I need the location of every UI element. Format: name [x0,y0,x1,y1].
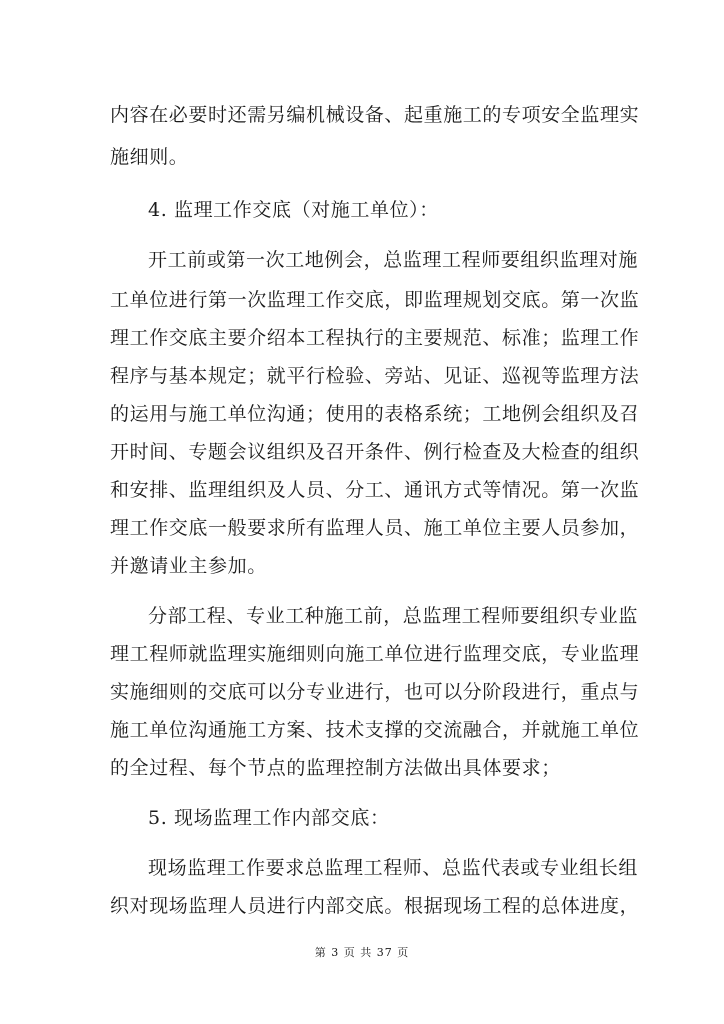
body-line: 的运用与施工单位沟通；使用的表格系统；工地例会组织及召 [110,403,640,425]
body-line: 施细则。 [110,146,189,168]
body-line: 理工作交底一般要求所有监理人员、施工单位主要人员参加， [110,517,640,539]
body-line: 理工作交底主要介绍本工程执行的主要规范、标准；监理工作 [110,327,640,349]
body-line: 理工程师就监理实施细则向施工单位进行监理交底，专业监理 [110,643,640,665]
body-line: 开时间、专题会议组织及召开条件、例行检查及大检查的组织 [110,441,640,463]
section-heading: 5. 现场监理工作内部交底： [148,807,390,829]
body-line: 程序与基本规定；就平行检验、旁站、见证、巡视等监理方法 [110,365,640,387]
body-line: 现场监理工作要求总监理工程师、总监代表或专业组长组 [148,857,639,879]
page-number-footer: 第 3 页 共 37 页 [314,946,410,959]
body-line: 和安排、监理组织及人员、分工、通讯方式等情况。第一次监 [110,479,640,501]
body-line: 内容在必要时还需另编机械设备、起重施工的专项安全监理实 [110,104,640,126]
section-heading: 4. 监理工作交底（对施工单位）： [148,199,439,221]
body-line: 的全过程、每个节点的监理控制方法做出具体要求； [110,757,561,779]
body-line: 工单位进行第一次监理工作交底，即监理规划交底。第一次监 [110,289,640,311]
body-line: 实施细则的交底可以分专业进行，也可以分阶段进行，重点与 [110,681,640,703]
body-line: 并邀请业主参加。 [110,555,267,577]
body-line: 施工单位沟通施工方案、技术支撑的交流融合，并就施工单位 [110,719,640,741]
body-line: 分部工程、专业工种施工前，总监理工程师要组织专业监 [148,605,639,627]
body-line: 开工前或第一次工地例会，总监理工程师要组织监理对施 [148,249,639,271]
body-line: 织对现场监理人员进行内部交底。根据现场工程的总体进度， [110,895,640,917]
